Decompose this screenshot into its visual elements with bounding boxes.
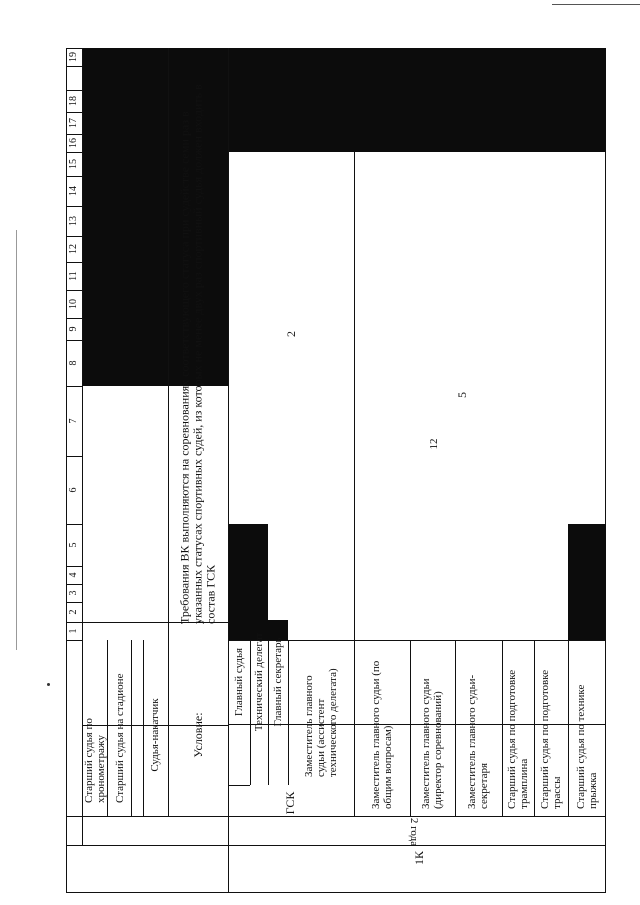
header-num-7: 7	[68, 418, 79, 424]
role-chief-jump-hill: Старший судья по подготовке трамплина	[506, 669, 530, 809]
header-num-6: 6	[68, 487, 79, 493]
role-chief-jump-technique: Старший судья по технике прыжка	[575, 684, 599, 809]
header-num-1: 1	[68, 628, 79, 634]
role-deputy-general: Заместитель главного судьи (по общим вопросам)	[370, 660, 394, 809]
header-num-16: 16	[68, 138, 79, 148]
count-gsk: 2	[284, 331, 298, 337]
role-chief-timekeeping: Старший судья по хронометражу	[83, 718, 107, 803]
header-num-5: 5	[68, 542, 79, 548]
header-num-19: 19	[68, 52, 79, 62]
header-num-12: 12	[68, 244, 79, 254]
header-num-13: 13	[68, 216, 79, 226]
role-deputy-assistant-td: Заместитель главного судьи (ассистент технического делегата)	[303, 668, 339, 777]
role-chief-stadium: Старший судья на стадионе	[114, 673, 126, 803]
scan-speck	[47, 683, 50, 686]
header-num-18: 18	[68, 96, 79, 106]
scan-edge-line	[552, 4, 640, 5]
header-num-14: 14	[68, 186, 79, 196]
period-label: 2 года	[408, 817, 420, 847]
role-roller: Судья-накатчик	[149, 698, 161, 772]
header-num-8: 8	[68, 360, 79, 366]
role-deputy-director: Заместитель главного судьи (директор соревнований)	[420, 678, 444, 809]
role-technical-delegate: Технический делегат	[253, 632, 265, 732]
page-number: 12	[428, 438, 440, 450]
role-chief-track: Старший судья по подготовке трассы	[539, 669, 563, 809]
header-num-3: 3	[68, 590, 79, 596]
role-chief-secretary: Главный секретарь	[272, 637, 284, 727]
role-deputy-secretary: Заместитель главного судьи-секретаря	[466, 674, 490, 809]
header-num-9: 9	[68, 326, 79, 332]
header-num-2: 2	[68, 609, 79, 615]
filled-cell-gsk-1	[228, 524, 268, 640]
rank-label: 1К	[412, 850, 426, 866]
condition-text: Требования ВК выполняются на соревнованиях соответствующего статуса при судействе семи раз в указанных статусах спортивных судей, из которых не менее двух раз спортивный судья должен входить в состав ГСК	[177, 84, 218, 624]
header-num-15: 15	[68, 159, 79, 169]
header-num-17: 17	[68, 118, 79, 128]
gsk-label: ГСК	[283, 791, 297, 815]
condition-label: Условие:	[191, 712, 205, 758]
header-num-4: 4	[68, 572, 79, 578]
role-chief-judge: Главный судья	[233, 647, 245, 717]
header-num-10: 10	[68, 299, 79, 309]
filled-cell-bottom	[568, 524, 606, 640]
filled-cell-top-right	[82, 48, 606, 152]
header-num-11: 11	[68, 271, 79, 281]
count-total: 5	[455, 392, 469, 398]
scan-margin-line	[16, 230, 17, 650]
